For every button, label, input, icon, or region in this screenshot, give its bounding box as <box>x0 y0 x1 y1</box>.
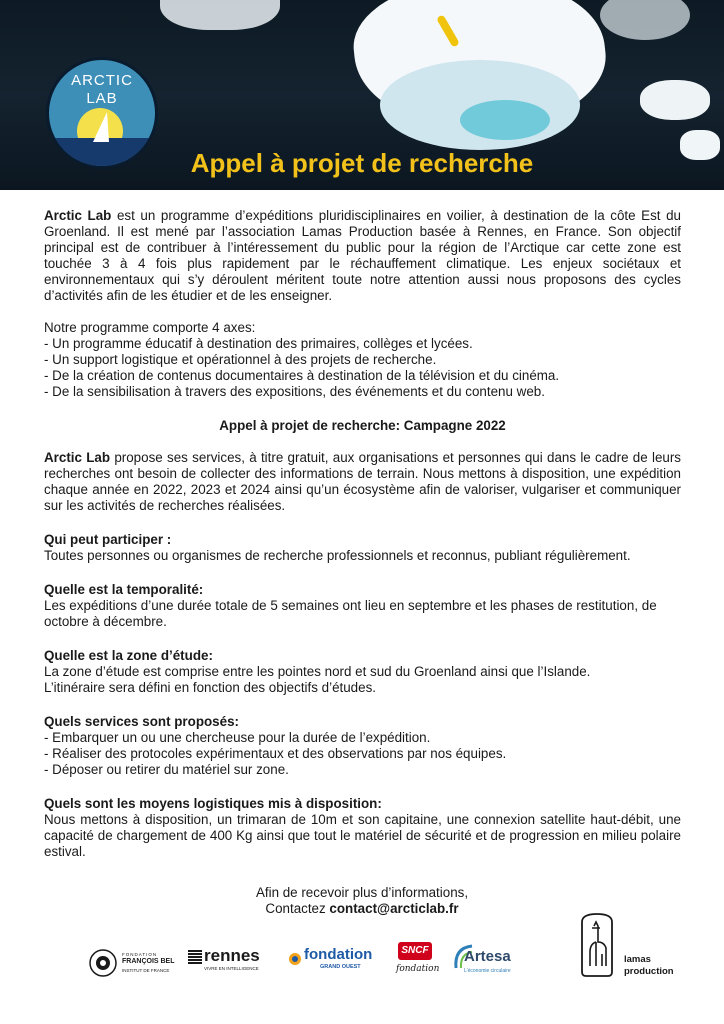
fondation-grand-ouest-logo <box>288 946 383 982</box>
fondation-flower-icon <box>288 952 302 966</box>
campaign-heading: Appel à projet de recherche: Campagne 2022 <box>219 418 506 433</box>
document-body <box>44 208 681 860</box>
section-text: - Réaliser des protocoles expérimentaux et des observations par nos équipes. <box>44 746 507 761</box>
partner-logos <box>88 938 628 988</box>
turquoise-water <box>460 100 550 140</box>
section-heading: Quels services sont proposés: <box>44 714 239 729</box>
hero-banner <box>0 0 724 190</box>
artesa-name: Artesa <box>464 948 511 965</box>
section-heading: Qui peut participer : <box>44 532 172 547</box>
spacer <box>44 630 681 648</box>
lamas-line2: production <box>624 966 674 977</box>
fondation-sub: GRAND OUEST <box>320 964 361 970</box>
section-heading: Quelle est la temporalité: <box>44 582 204 597</box>
intro-paragraph <box>44 208 681 304</box>
axes-item: - De la création de contenus documentaires à destination de la télévision et du cinéma. <box>44 368 560 383</box>
section-heading: Quels sont les moyens logistiques mis à disposition: <box>44 796 382 811</box>
llama-icon <box>574 912 620 978</box>
ice-floe <box>160 0 280 30</box>
lamas-line1: lamas <box>624 954 651 965</box>
contact-email-link[interactable]: contact@arcticlab.fr <box>329 901 459 916</box>
section-text: Toutes personnes ou organismes de recherche professionnels et reconnus, publiant régulièrement. <box>44 548 631 563</box>
section-text: La zone d’étude est comprise entre les pointes nord et sud du Groenland ainsi que l’Islande. <box>44 664 591 679</box>
bel-name: FRANÇOIS BEL <box>122 958 175 965</box>
rennes-logo <box>188 948 283 984</box>
lamas-production-logo <box>574 912 684 982</box>
section-text: - Embarquer un ou une chercheuse pour la durée de l’expédition. <box>44 730 431 745</box>
spacer <box>44 778 681 796</box>
rennes-sub: VIVRE EN INTELLIGENCE <box>204 966 259 971</box>
intro-text: est un programme d’expéditions pluridisciplinaires en voilier, à destination de la côte Est du Groenland. Il est mené par l’association Lamas Production basée à Rennes, en France. Son objectif principal est de contribuer à l’intéressement du public pour la région de l’Arctique car cette zone est touchée 3 à 4 fois plus rapidement par le réchauffement climatique. Les enjeux sociétaux et environnementaux qui s’y déroulent méritent toute notre attention aussi nous proposons des cycles d’activités afin de les étudier et de les enseigner. <box>44 208 681 303</box>
spacer <box>44 564 681 582</box>
sncf-fondation-logo <box>392 938 442 984</box>
section-text: Les expéditions d’une durée totale de 5 semaines ont lieu en septembre et les phases de restitution, de octobre à décembre. <box>44 598 657 629</box>
section-text: - Déposer ou retirer du matériel sur zone. <box>44 762 289 777</box>
ice-floe <box>640 80 710 120</box>
artesa-logo <box>452 940 532 984</box>
axes-item: - Un support logistique et opérationnel à des projets de recherche. <box>44 352 437 367</box>
spacer <box>44 696 681 714</box>
bel-small-label: FONDATION <box>122 952 158 957</box>
logo-text-arctic: ARCTIC <box>71 72 133 89</box>
brand-name: Arctic Lab <box>44 208 112 223</box>
sailboat-icon <box>93 112 109 142</box>
page-title: Appel à projet de recherche <box>190 148 534 178</box>
contact-prefix: Contactez <box>265 901 330 916</box>
section-text: L’itinéraire sera défini en fonction des objectifs d’études. <box>44 680 376 695</box>
sncf-name: SNCF <box>398 942 432 960</box>
section-heading: Quelle est la zone d’étude: <box>44 648 213 663</box>
bel-emblem-icon <box>88 948 118 978</box>
fondation-name: fondation <box>304 946 373 963</box>
spacer <box>44 514 681 532</box>
ice-floe <box>600 0 690 40</box>
rennes-stripes-icon <box>188 950 202 964</box>
logo-text-lab: LAB <box>86 90 118 107</box>
artesa-sub: L’économie circulaire <box>464 968 511 974</box>
contact-intro: Afin de recevoir plus d’informations, <box>255 885 469 900</box>
fondation-francois-bel-logo <box>88 944 183 984</box>
campaign-paragraph <box>44 450 681 514</box>
axes-item: - Un programme éducatif à destination des primaires, collèges et lycées. <box>44 336 473 351</box>
sncf-sub: fondation <box>396 964 440 974</box>
spacer <box>44 434 681 450</box>
section-text: Nous mettons à disposition, un trimaran de 10m et son capitaine, une connexion satellite haut-débit, une capacité de chargement de 400 Kg ainsi que tout le matériel de sécurité et de progression en milieu polaire estival. <box>44 812 681 859</box>
brand-name: Arctic Lab <box>44 450 111 465</box>
bel-sub: INSTITUT DE FRANCE <box>122 968 170 973</box>
axes-heading: Notre programme comporte 4 axes: <box>44 320 256 335</box>
rennes-name: rennes <box>204 946 260 965</box>
axes-item: - De la sensibilisation à travers des expositions, des événements et du contenu web. <box>44 384 545 399</box>
spacer <box>44 400 681 418</box>
campaign-text: propose ses services, à titre gratuit, aux organisations et personnes qui dans le cadre de leurs recherches ont besoin de collecter des informations de terrain. Nous mettons à disposition, une expédition chaque année en 2022, 2023 et 2024 ainsi qu’un écosystème afin de valoriser, vulgariser et communiquer sur les activités de recherches réalisées. <box>44 450 681 513</box>
spacer <box>44 304 681 320</box>
